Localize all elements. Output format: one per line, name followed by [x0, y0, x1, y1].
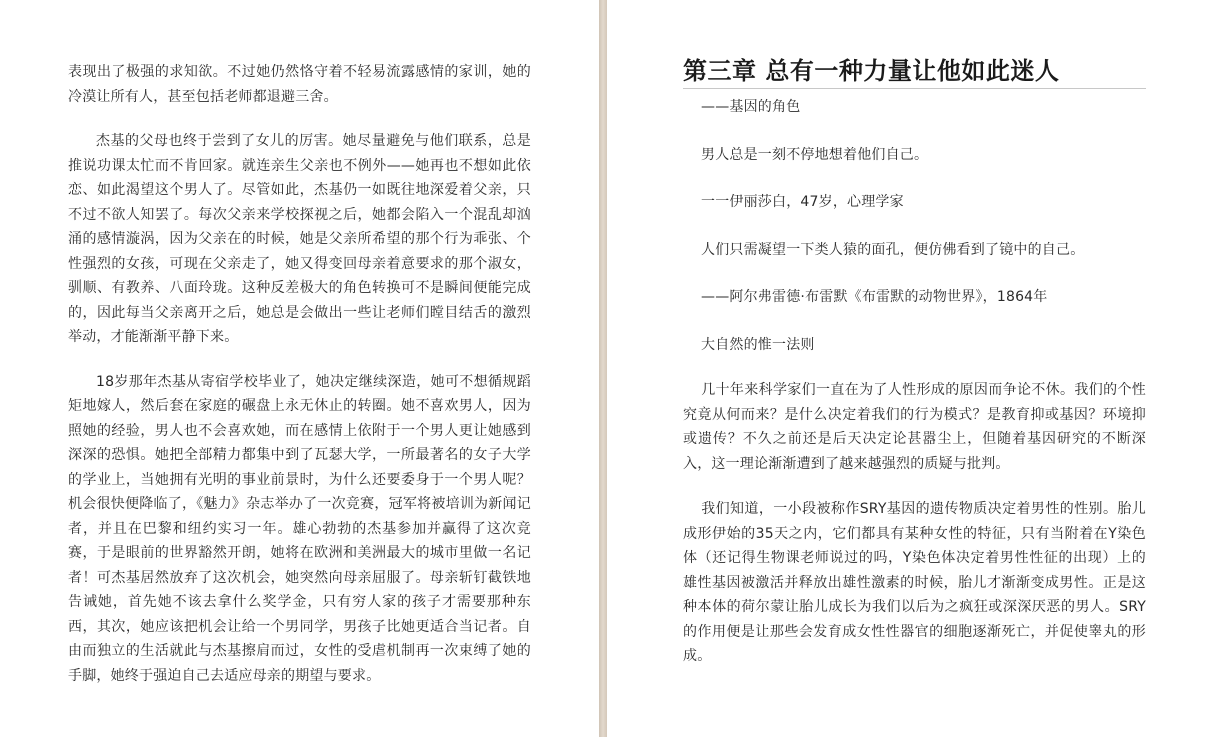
epigraph-quote-2: 人们只需凝望一下类人猿的面孔，便仿佛看到了镜中的自己。 [701, 241, 1085, 258]
left-paragraph-3: 18岁那年杰基从寄宿学校毕业了，她决定继续深造，她可不想循规蹈矩地嫁人，然后套在家庭的碾盘上永无休止的转圈。她不喜欢男人，因为照她的经验，男人也不会喜欢她，而在感情上依附于一个男人更让她感到深深的恐惧。她把全部精力都集中到了瓦瑟大学，一所最著名的女子大学的学业上，当她拥有光明的事业前景时，为什么还要委身于一个男人呢？机会很快便降临了，《魅力》杂志举办了一次竞赛，冠军将被培训为新闻记者，并且在巴黎和纽约实习一年。雄心勃勃的杰基参加并赢得了这次竞赛，于是眼前的世界豁然开朗，她将在欧洲和美洲最大的城市里做一名记者！可杰基居然放弃了这次机会，她突然向母亲屈服了。母亲斩钉截铁地告诫她，首先她不该去拿什么奖学金，只有穷人家的孩子才需要那种东西，其次，她应该把机会让给一个男同学，男孩子比她更适合当记者。自由而独立的生活就此与杰基擦肩而过，女性的受虐机制再一次束缚了她的手脚，她终于强迫自己去适应母亲的期望与要求。 [68, 373, 531, 684]
left-paragraph-1: 表现出了极强的求知欲。不过她仍然恪守着不轻易流露感情的家训，她的冷漠让所有人，甚至包括老师都退避三舍。 [68, 64, 531, 105]
chapter-title: 第三章 总有一种力量让他如此迷人 [683, 56, 1146, 89]
left-paragraph-2: 杰基的父母也终于尝到了女儿的厉害。她尽量避免与他们联系，总是推说功课太忙而不肯回家。就连亲生父亲也不例外——她再也不想如此依恋、如此渴望这个男人了。尽管如此，杰基仍一如既往地深爱着父亲，只不过不欲人知罢了。每次父亲来学校探视之后，她都会陷入一个混乱却汹涌的感情漩涡，因为父亲在的时候，她是父亲所希望的那个行为乖张、个性强烈的女孩，可现在父亲走了，她又得变回母亲着意要求的那个淑女，驯顺、有教养、八面玲珑。这种反差极大的角色转换可不是瞬间便能完成的，因此每当父亲离开之后，她总是会做出一些让老师们瞠目结舌的激烈举动，才能渐渐平静下来。 [68, 133, 531, 345]
right-paragraph-1: 几十年来科学家们一直在为了人性形成的原因而争论不休。我们的个性究竟从何而来？是什么决定着我们的行为模式？是教育抑或基因？环境抑或遗传？不久之前还是后天决定论甚嚣尘上，但随着基因研究的不断深入，这一理论渐渐遭到了越来越强烈的质疑与批判。 [683, 382, 1146, 472]
chapter-subtitle: ——基因的角色 [701, 99, 801, 115]
right-paragraph-2: 我们知道，一小段被称作SRY基因的遗传物质决定着男性的性别。胎儿成形伊始的35天之内，它们都具有某种女性的特征，只有当附着在Y染色体（还记得生物课老师说过的吗，Y染色体决定着男性性征的出现）上的雄性基因被激活并释放出雄性激素的时候，胎儿才渐渐变成男性。正是这种本体的荷尔蒙让胎儿成长为我们以后为之疯狂或深深厌恶的男人。SRY的作用便是让那些会发育成女性性器官的细胞逐渐死亡，并促使睾丸的形成。 [683, 501, 1146, 664]
right-page [607, 0, 1210, 737]
book-gutter [599, 0, 607, 737]
left-page [0, 0, 599, 737]
epigraph-author-1: 一一伊丽莎白，47岁，心理学家 [701, 194, 904, 210]
section-heading: 大自然的惟一法则 [701, 336, 815, 353]
epigraph-quote-1: 男人总是一刻不停地想着他们自己。 [701, 146, 929, 163]
epigraph-author-2: ——阿尔弗雷德·布雷默《布雷默的动物世界》，1864年 [701, 289, 1048, 305]
